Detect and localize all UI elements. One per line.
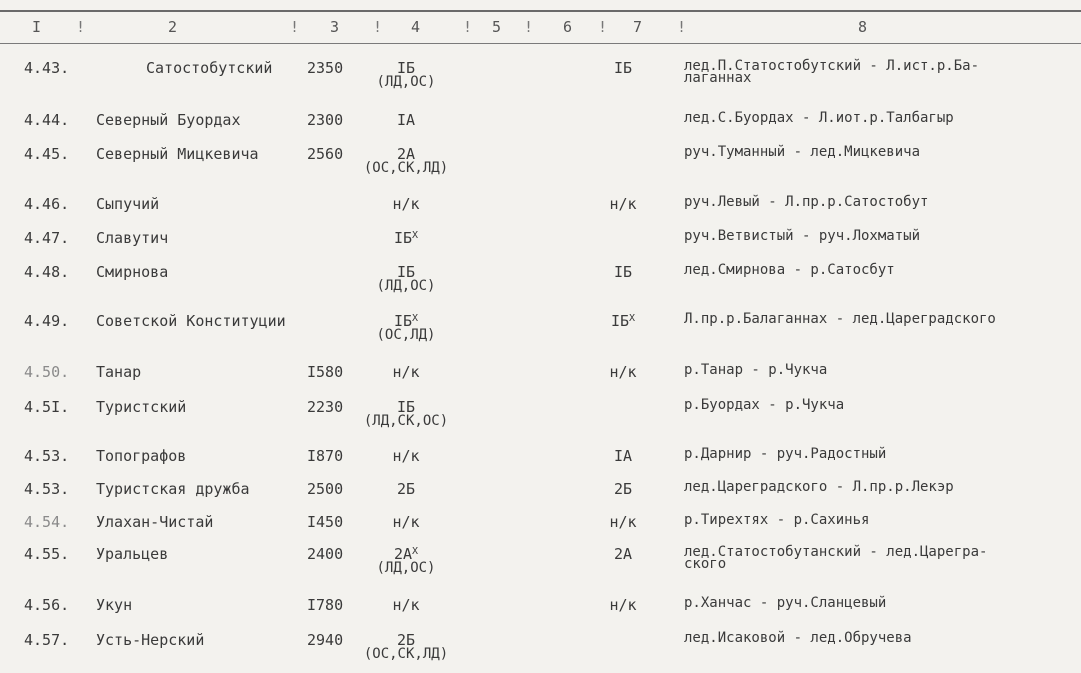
category-value: IБ [396,59,416,77]
route-line: р.Тирехтях - р.Сахинья [684,512,870,528]
category-value: IА [396,111,416,129]
category-terrain: (ЛД,ОС) [376,74,436,90]
category-mark: X [412,546,419,557]
col7-value: IБ [610,312,630,330]
route-line: р.Дарнир - руч.Радостный [684,446,887,462]
difficulty-category [358,313,454,342]
header-separator: ! [598,18,608,36]
peak-name: Туристская дружба [96,480,250,498]
category-value: н/к [392,195,420,213]
row-number: 4.50. [24,363,70,381]
peak-name: Советской Конституции [96,312,286,330]
route-line: руч.Левый - Л.пр.р.Сатостобут [684,194,929,210]
row-number: 4.43. [24,59,70,77]
peak-height: 2940 [307,631,344,649]
peak-name: Сатостобутский [146,59,273,77]
header-separator: ! [373,18,383,36]
header-col-8: 8 [858,18,868,36]
row-number: 4.54. [24,513,70,531]
header-col-7: 7 [633,18,643,36]
row-number: 4.45. [24,145,70,163]
category-terrain: (ОС,ЛД) [376,327,436,343]
peak-name: Танар [96,363,142,381]
route-line: р.Буордах - р.Чукча [684,397,845,413]
row-number: 4.44. [24,111,70,129]
route-line: ского [684,556,727,572]
header-col-6: 6 [563,18,573,36]
header-separator: ! [677,18,687,36]
peak-height: 2300 [307,111,344,129]
col7-category [598,364,648,380]
route-line: р.Ханчас - руч.Сланцевый [684,595,887,611]
peak-name: Сыпучий [96,195,160,213]
table-row [0,313,1081,353]
peak-height: I450 [307,513,344,531]
category-terrain: (ОС,СК,ЛД) [363,160,449,176]
row-number: 4.53. [24,447,70,465]
peak-name: Уральцев [96,545,169,563]
route-description [684,481,954,493]
difficulty-category [358,514,454,530]
category-terrain: (ОС,СК,ЛД) [363,646,449,662]
route-line: лед.Смирнова - р.Сатосбут [684,262,895,278]
peak-height: 2230 [307,398,344,416]
col7-category [598,448,648,464]
route-description [684,546,987,570]
header-separator: ! [76,18,86,36]
col7-value: н/к [609,363,637,381]
col7-value: IБ [613,59,633,77]
difficulty-category [358,632,454,661]
table-row [0,632,1081,672]
difficulty-category [358,230,454,246]
table-row [0,546,1081,586]
peak-name: Туристский [96,398,187,416]
col7-value: н/к [609,513,637,531]
route-description [684,112,954,124]
route-description [684,264,895,276]
header-col-3: 3 [330,18,340,36]
peak-name: Усть-Нерский [96,631,205,649]
peak-name: Топографов [96,447,187,465]
col7-value: н/к [609,596,637,614]
difficulty-category [358,364,454,380]
col7-category [598,60,648,76]
header-separator: ! [463,18,473,36]
peak-height: 2350 [307,59,344,77]
row-number: 4.55. [24,545,70,563]
col7-category [598,313,648,329]
difficulty-category [358,399,454,428]
col7-category [598,481,648,497]
category-terrain: (ЛД,ОС) [376,278,436,294]
header-top-rule [0,10,1081,12]
difficulty-category [358,112,454,128]
row-number: 4.48. [24,263,70,281]
col7-category [598,264,648,280]
category-value: 2А [393,545,413,563]
route-description [684,196,928,208]
peak-name: Северный Мицкевича [96,145,259,163]
route-line: руч.Ветвистый - руч.Лохматый [684,228,921,244]
col7-value: IА [613,447,633,465]
category-value: н/к [392,596,420,614]
col7-mark: X [629,313,636,324]
category-mark: X [412,230,419,241]
header-bottom-rule [0,43,1081,44]
row-number: 4.46. [24,195,70,213]
row-number: 4.57. [24,631,70,649]
col7-category [598,597,648,613]
table-row [0,264,1081,304]
route-description [684,364,827,376]
route-description [684,448,886,460]
category-terrain: (ЛД,СК,ОС) [363,413,449,429]
header-separator: ! [524,18,534,36]
peak-height: 2400 [307,545,344,563]
header-col-1: I [32,18,42,36]
category-value: 2Б [396,480,416,498]
difficulty-category [358,60,454,89]
header-separator: ! [290,18,300,36]
row-number: 4.5I. [24,398,70,416]
table-row [0,60,1081,100]
table-row [0,399,1081,439]
peak-height: I780 [307,596,344,614]
category-value: IБ [396,263,416,281]
difficulty-category [358,546,454,575]
route-description [684,60,979,84]
route-description [684,230,920,242]
route-line: лед.С.Буордах - Л.иот.р.Талбагыр [684,110,954,126]
category-mark: X [412,313,419,324]
route-description [684,597,886,609]
header-col-5: 5 [492,18,502,36]
category-value: IБ [396,398,416,416]
row-number: 4.47. [24,229,70,247]
route-line: Л.пр.р.Балаганнах - лед.Цареградского [684,311,996,327]
row-number: 4.56. [24,596,70,614]
peak-height: I870 [307,447,344,465]
table-row [0,146,1081,186]
route-line: руч.Туманный - лед.Мицкевича [684,144,921,160]
col7-category [598,196,648,212]
row-number: 4.53. [24,480,70,498]
category-value: н/к [392,447,420,465]
peak-name: Славутич [96,229,169,247]
header-col-2: 2 [168,18,178,36]
difficulty-category [358,448,454,464]
category-value: IБ [393,229,413,247]
category-value: 2А [396,145,416,163]
row-number: 4.49. [24,312,70,330]
col7-value: IБ [613,263,633,281]
category-value: н/к [392,363,420,381]
peak-name: Смирнова [96,263,169,281]
route-line: лед.П.Статостобутский - Л.ист.р.Ба- [684,58,980,74]
route-description [684,514,869,526]
difficulty-category [358,196,454,212]
peak-name: Северный Буордах [96,111,241,129]
route-description [684,146,920,158]
peak-height: 2560 [307,145,344,163]
col7-category [598,546,648,562]
category-value: н/к [392,513,420,531]
difficulty-category [358,597,454,613]
difficulty-category [358,264,454,293]
category-value: 2Б [396,631,416,649]
route-line: лед.Статостобутанский - лед.Царегра- [684,544,988,560]
peak-height: 2500 [307,480,344,498]
col7-value: 2Б [613,480,633,498]
difficulty-category [358,146,454,175]
peak-height: I580 [307,363,344,381]
route-line: лаганнах [684,70,752,86]
category-value: IБ [393,312,413,330]
route-description [684,632,912,644]
route-description [684,313,996,325]
peak-name: Улахан-Чистай [96,513,214,531]
difficulty-category [358,481,454,497]
route-description [684,399,844,411]
header-col-4: 4 [411,18,421,36]
peak-name: Укун [96,596,133,614]
col7-value: н/к [609,195,637,213]
route-line: лед.Цареградского - Л.пр.р.Лекэр [684,479,954,495]
col7-value: 2А [613,545,633,563]
category-terrain: (ЛД,ОС) [376,560,436,576]
route-line: р.Танар - р.Чукча [684,362,828,378]
route-line: лед.Исаковой - лед.Обручева [684,630,912,646]
col7-category [598,514,648,530]
